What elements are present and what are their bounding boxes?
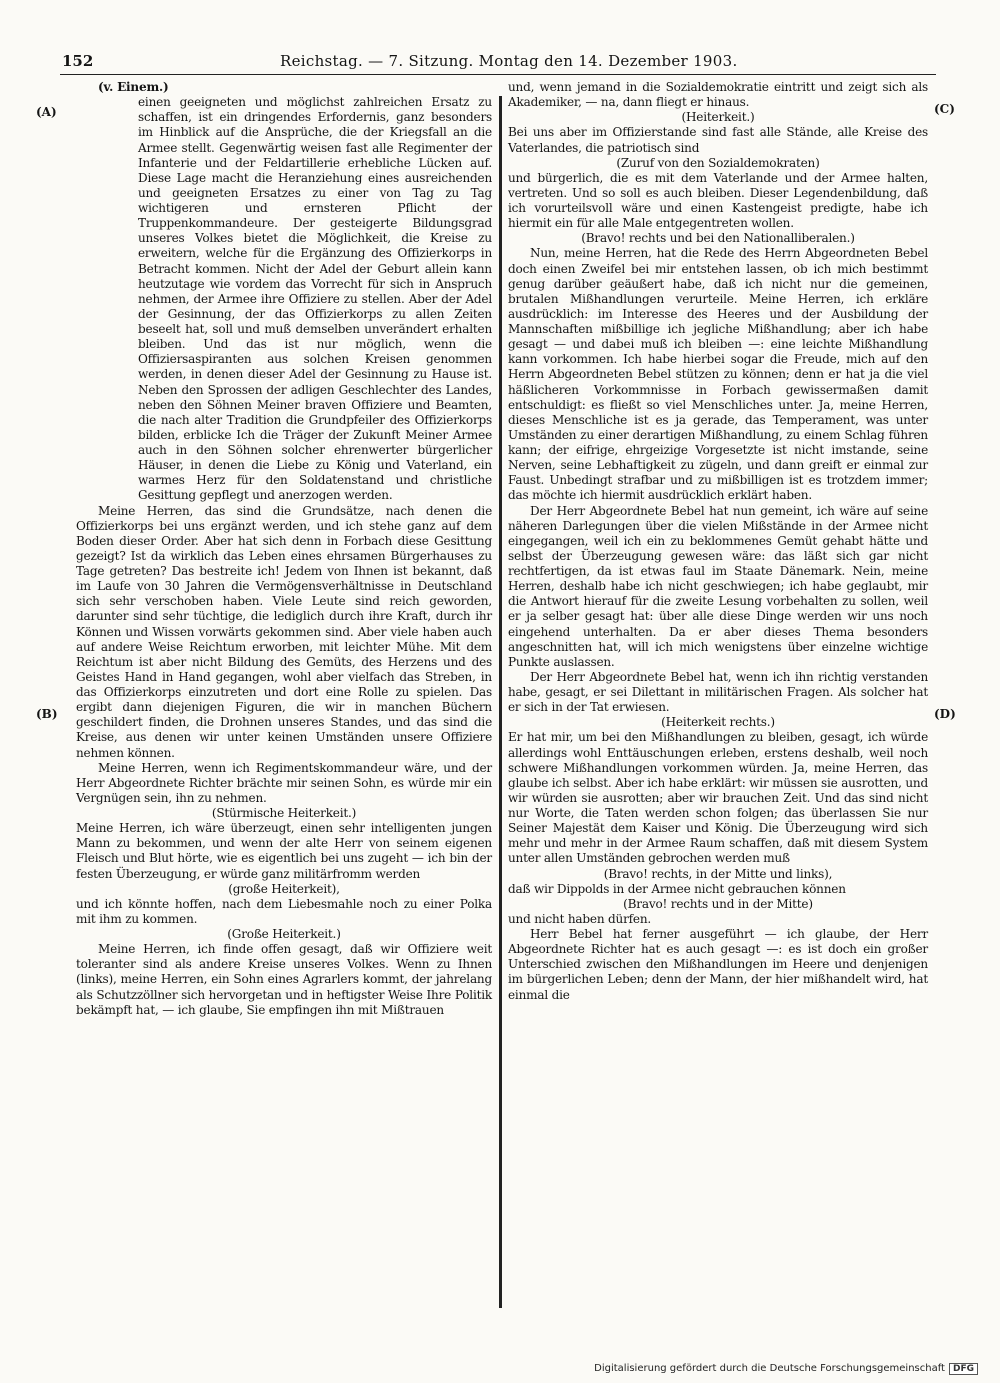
margin-marker-d: (D) xyxy=(934,707,956,721)
speaker-label: (v. Einem.) xyxy=(98,80,169,94)
margin-marker-c: (C) xyxy=(934,102,955,116)
margin-marker-a: (A) xyxy=(36,105,57,119)
interjection: (Stürmische Heiterkeit.) xyxy=(211,806,357,820)
interjection: (Große Heiterkeit.) xyxy=(227,927,341,941)
column-divider xyxy=(499,96,502,1308)
interjection: (große Heiterkeit), xyxy=(228,881,340,896)
paragraph: Bei uns aber im Offizierstande sind fast alle Stände, alle Kreise des Vaterlandes, die patriotisch sind xyxy=(508,125,928,155)
interjection: (Bravo! rechts und bei den Nationalliberalen.) xyxy=(581,231,855,246)
paragraph: und, wenn jemand in die Sozialdemokratie eintritt und zeigt sich als Akademiker, — na, dann fliegt er hinaus. xyxy=(508,80,928,110)
paragraph: Er hat mir, um bei den Mißhandlungen zu bleiben, gesagt, ich würde allerdings wohl Enttäuschungen erleben, erstens deshalb, weil noch schwere Mißhandlungen vorkommen würden. Ja, meine Herren, das glaube ich selbst. Aber ich habe erklärt: wir müssen sie ausrotten, und wir würden sie ausrotten; aber wir brauchen Zeit. Und das sind nicht nur Worte, die Taten werden schon folgen; das überlassen Sie nur Seiner Majestät dem Kaiser und König. Die Überzeugung wird sich mehr und mehr in der Armee Raum schaffen, daß mit diesem System unter allen Umständen gebrochen werden muß xyxy=(508,730,928,866)
interjection: (Heiterkeit.) xyxy=(681,110,755,125)
paragraph: Meine Herren, das sind die Grundsätze, nach denen die Offizierkorps bei uns ergänzt werden, und ich stehe ganz auf dem Boden dieser Order. Aber hat sich denn in Forbach diese Gesittung gezeigt? Ist da wirklich das Leben eines ehrsamen Bürgerhauses zu Tage getreten? Das bestreite ich! Jedem von Ihnen ist bekannt, daß im Laufe von 30 Jahren die Vermögensverhältnisse in Deutschland sich sehr verschoben haben. Viele Leute sind reich geworden, darunter sind sehr tüchtige, die lediglich durch ihre Kraft, durch ihr Können und Wissen vorwärts gekommen sind. Aber viele haben auch auf andere Weise Reichtum erworben, mit leichter Mühe. Mit dem Reichtum ist aber nicht Bildung des Gemüts, des Herzens und des Geistes Hand in Hand gegangen, wohl aber vielfach das Streben, in das Offizierkorps einzutreten und dort eine Rolle zu spielen. Das ergibt dann diejenigen Figuren, die wir in manchen Büchern geschildert finden, die Drohnen unseres Standes, und das sind die Kreise, aus denen wir unter keinen Umständen unsere Offiziere nehmen können. xyxy=(76,503,492,760)
dfg-logo: DFG xyxy=(949,1363,978,1375)
page-header xyxy=(60,52,936,75)
interjection: (Bravo! rechts, in der Mitte und links), xyxy=(603,866,833,881)
paragraph: und nicht haben dürfen. xyxy=(508,911,652,926)
paragraph: Der Herr Abgeordnete Bebel hat nun gemeint, ich wäre auf seine näheren Darlegungen über die vielen Mißstände in der Armee nicht eingegangen, weil ich ein zu beklommenes Gemüt gehabt hätte und selbst der Überzeugung gewesen wäre: das läßt sich gar nicht rechtfertigen, da ist etwas faul im Staate Dänemark. Nein, meine Herren, deshalb habe ich nicht geschwiegen; ich habe geglaubt, mir die Antwort hierauf für die zweite Lesung vorbehalten zu sollen, weil er ja selber gesagt hat: über alle diese Dinge werden wir uns noch eingehend unterhalten. Da er aber dieses Thema besonders angeschnitten hat, will ich mich wenigstens über einzelne wichtige Punkte auslassen. xyxy=(508,503,928,669)
page-number: 152 xyxy=(62,52,94,70)
paragraph: Meine Herren, ich finde offen gesagt, daß wir Offiziere weit toleranter sind als andere Kreise unseres Volkes. Wenn zu Ihnen (links), meine Herren, ein Sohn eines Agrarlers kommt, der jahrelang als Schutzzöllner sich hervorgetan und in heftigster Weise Ihre Politik bekämpft hat, — ich glaube, Sie empfingen ihn mit Mißtrauen xyxy=(76,942,492,1017)
footer-text: Digitalisierung gefördert durch die Deutsche Forschungsgemeinschaft xyxy=(594,1363,945,1374)
paragraph: Meine Herren, wenn ich Regimentskommandeur wäre, und der Herr Abgeordnete Richter brächte mir seinen Sohn, es würde mir ein Vergnügen sein, ihn zu nehmen. xyxy=(76,760,492,805)
paragraph: einen geeigneten und möglichst zahlreichen Ersatz zu schaffen, ist ein dringendes Erfordernis, ganz besonders im Hinblick auf die Ansprüche, die der Kriegsfall an die Armee stellt. Gegenwärtig weisen fast alle Regimenter der Infanterie und der Feldartillerie erhebliche Lücken auf. Diese Lage macht die Heranziehung eines ausreichenden und geeigneten Ersatzes zu einer von Tag zu Tag wichtigeren und ernsteren Pflicht der Truppenkommandeure. Der gesteigerte Bildungsgrad unseres Volkes bietet die Möglichkeit, die Kreise zu erweitern, welche für die Ergänzung des Offizierkorps in Betracht kommen. Nicht der Adel der Geburt allein kann heutzutage wie vordem das Vorrecht für sich in Anspruch nehmen, der Armee ihre Offiziere zu stellen. Aber der Adel der Gesinnung, der das Offizierkorps zu allen Zeiten beseelt hat, soll und muß demselben unverändert erhalten bleiben. Und das ist nur möglich, wenn die Offiziersaspiranten aus solchen Kreisen genommen werden, in denen dieser Adel der Gesinnung zu Hause ist. Neben den Sprossen der adligen Geschlechter des Landes, neben den Söhnen Meiner braven Offiziere und Beamten, die nach alter Tradition die Grundpfeiler des Offizierkorps bilden, erblicke Ich die Träger der Zukunft Meiner Armee auch in den Söhnen solcher ehrenwerter bürgerlicher Häuser, in denen die Liebe zu König und Vaterland, ein warmes Herz für den Soldatenstand und christliche Gesittung gepflegt und anerzogen werden. xyxy=(138,95,492,503)
margin-marker-b: (B) xyxy=(36,707,58,721)
left-column xyxy=(76,80,492,1018)
paragraph: Herr Bebel hat ferner ausgeführt — ich glaube, der Herr Abgeordnete Richter hat es auch gesagt —: es ist doch ein großer Unterschied zwischen den Mißhandlungen im Heere und denjenigen im bürgerlichen Leben; denn der Mann, der hier mißhandelt wird, hat einmal die xyxy=(508,927,928,1002)
paragraph: Meine Herren, ich wäre überzeugt, einen sehr intelligenten jungen Mann zu bekommen, und wenn der alte Herr von seinem eigenen Fleisch und Blut hörte, wie es eigentlich bei uns zugeht — ich bin der festen Überzeugung, er würde ganz militärfromm werden xyxy=(76,821,492,881)
paragraph: und ich könnte hoffen, nach dem Liebesmahle noch zu einer Polka mit ihm zu kommen. xyxy=(76,896,492,926)
running-title: Reichstag. — 7. Sitzung. Montag den 14. Dezember 1903. xyxy=(280,52,738,70)
paragraph: daß wir Dippolds in der Armee nicht gebrauchen können xyxy=(508,881,846,896)
funding-footer xyxy=(594,1363,978,1375)
paragraph: Nun, meine Herren, hat die Rede des Herrn Abgeordneten Bebel doch einen Zweifel bei mir entstehen lassen, ob ich mich bestimmt genug darüber geäußert habe, daß ich nicht nur die gemeinen, brutalen Mißhandlungen verurteile. Meine Herren, ich erkläre ausdrücklich: im Interesse des Heeres und der Ausbildung der Mannschaften mißbillige ich jegliche Mißhandlung; aber ich habe gesagt — und dabei muß ich bleiben —: eine leichte Mißhandlung kann vorkommen. Ich habe hierbei sogar die Freude, mich auf den Herrn Abgeordneten Bebel stützen zu können; denn er hat ja die viel häßlicheren Vorkommnisse in Forbach gewissermaßen damit entschuldigt: es fließt so viel Menschliches unter. Ja, meine Herren, dieses Menschliche ist es ja gerade, das Temperament, was unter Umständen zu einer derartigen Mißhandlung, zu einem Schlag führen kann; der eifrige, ehrgeizige Vorgesetzte ist nicht imstande, seine Nerven, seine Lebhaftigkeit zu zügeln, und dann greift er einmal zur Faust. Unbedingt strafbar und zu mißbilligen ist es trotzdem immer; das möchte ich hiermit ausdrücklich erklärt haben. xyxy=(508,246,928,503)
paragraph: und bürgerlich, die es mit dem Vaterlande und der Armee halten, vertreten. Und so soll es auch bleiben. Dieser Legendenbildung, daß ich vorurteilsvoll wäre und einen Kastengeist predigte, habe ich hiermit ein für alle Male entgegentreten wollen. xyxy=(508,170,928,231)
interjection: (Heiterkeit rechts.) xyxy=(661,715,775,730)
interjection: (Bravo! rechts und in der Mitte) xyxy=(623,896,813,911)
paragraph: Der Herr Abgeordnete Bebel hat, wenn ich ihn richtig verstanden habe, gesagt, er sei Dilettant in militärischen Fragen. Als solcher hat er sich in der Tat erwiesen. xyxy=(508,669,928,715)
right-column xyxy=(508,80,928,1003)
interjection: (Zuruf von den Sozialdemokraten) xyxy=(616,155,820,170)
